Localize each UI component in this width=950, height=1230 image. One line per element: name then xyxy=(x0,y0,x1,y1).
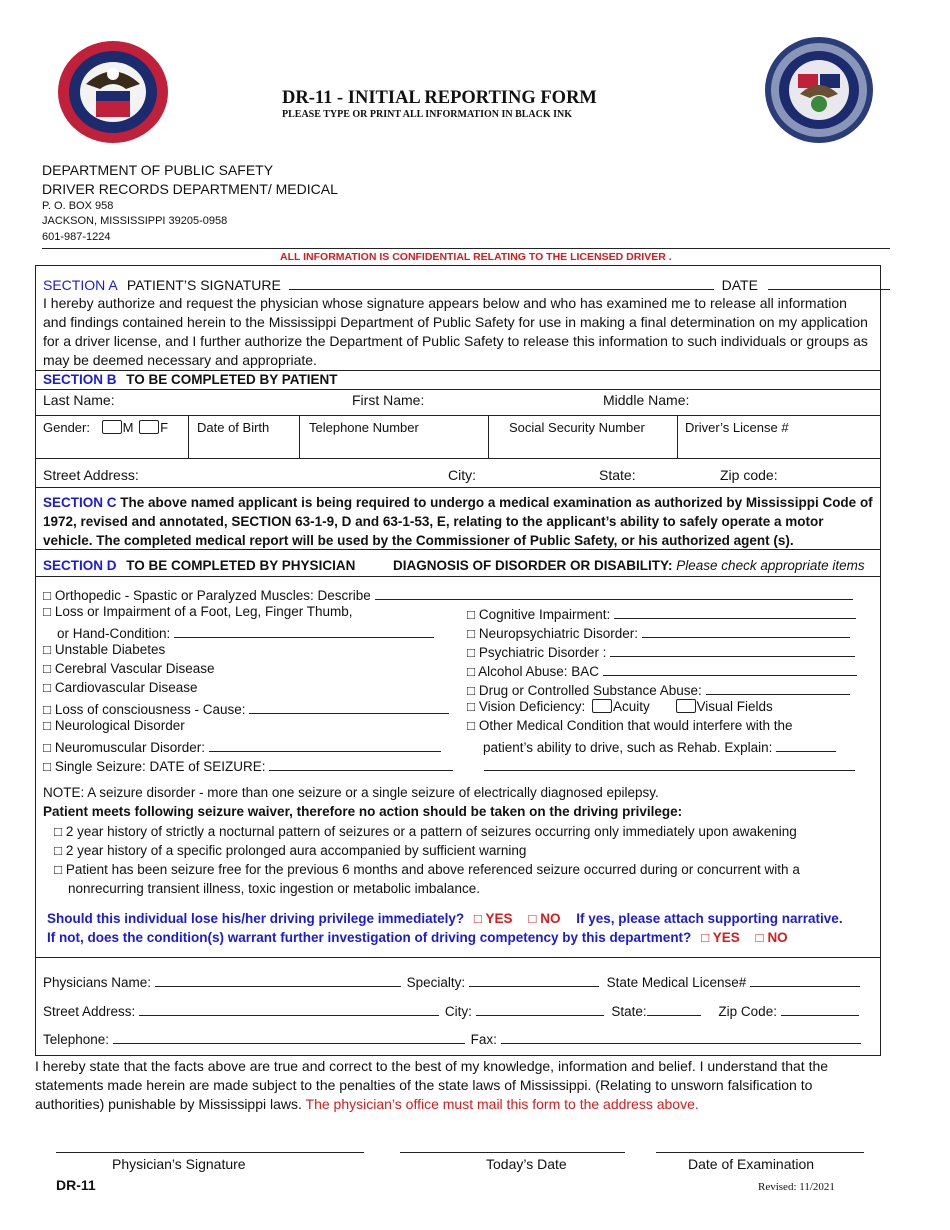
hand-condition-field[interactable] xyxy=(174,623,434,638)
alcohol-field[interactable] xyxy=(603,661,857,676)
rehab-field[interactable] xyxy=(776,737,836,752)
neuropsych-item[interactable]: □ Neuropsychiatric Disorder: xyxy=(467,623,850,641)
physician-street-field[interactable] xyxy=(139,1001,439,1016)
consciousness-field[interactable] xyxy=(249,699,449,714)
patient-signature-field[interactable] xyxy=(289,275,714,290)
q1-yes-option[interactable]: □ YES xyxy=(473,911,513,926)
specialty-field[interactable] xyxy=(469,972,599,987)
visual-fields-checkbox[interactable] xyxy=(676,699,696,713)
alcohol-label: Alcohol Abuse: BAC xyxy=(478,664,599,679)
hand-condition-item[interactable] xyxy=(57,623,434,641)
physician-name-label: Physicians Name: xyxy=(43,975,152,990)
acuity-checkbox[interactable] xyxy=(592,699,612,713)
gender-cell xyxy=(43,420,168,435)
section-b-top xyxy=(35,370,881,371)
rehab-field-2[interactable] xyxy=(484,756,855,771)
cardio-item[interactable]: □ Cardiovascular Disease xyxy=(43,680,198,695)
q2-yes-label: YES xyxy=(712,930,740,945)
other-condition-item[interactable]: □ Other Medical Condition that would interfere with the xyxy=(467,718,793,733)
form-title: DR-11 - INITIAL REPORTING FORM xyxy=(282,88,597,108)
drug-label: Drug or Controlled Substance Abuse: xyxy=(478,683,702,698)
attestation-statement xyxy=(35,1057,883,1114)
drug-field[interactable] xyxy=(706,680,850,695)
waiver-3[interactable]: □ Patient has been seizure free for the previous 6 months and above referenced seizure occurred during or concurrent with a xyxy=(54,862,800,877)
date-label: DATE xyxy=(721,277,758,293)
seizure-item[interactable]: □ Single Seizure: DATE of SEIZURE: xyxy=(43,756,453,774)
section-b-header xyxy=(43,372,338,387)
physician-section-top xyxy=(35,957,881,958)
question-1 xyxy=(47,911,843,926)
waiver-2-label: 2 year history of a specific prolonged aura accompanied by sufficient warning xyxy=(65,843,527,858)
psychiatric-field[interactable] xyxy=(610,642,855,657)
first-name-label[interactable]: First Name: xyxy=(352,392,425,408)
dob-label[interactable]: Date of Birth xyxy=(197,420,270,435)
neurological-label: Neurological Disorder xyxy=(54,718,185,733)
male-label: M xyxy=(122,420,134,435)
neuromuscular-label: Neuromuscular Disorder: xyxy=(54,740,205,755)
female-label: F xyxy=(160,420,169,435)
confidential-notice: ALL INFORMATION IS CONFIDENTIAL RELATING TO THE LICENSED DRIVER . xyxy=(280,251,672,263)
q1-no-option[interactable]: □ NO xyxy=(528,911,561,926)
state-label[interactable]: State: xyxy=(599,467,636,483)
cerebral-label: Cerebral Vascular Disease xyxy=(54,661,215,676)
ortho-item[interactable]: □ Orthopedic - Spastic or Paralyzed Muscles: Describe xyxy=(43,585,853,603)
acuity-label: Acuity xyxy=(612,699,650,714)
female-checkbox[interactable] xyxy=(139,420,159,434)
address-line-5: 601-987-1224 xyxy=(42,231,111,243)
section-b-label: SECTION B xyxy=(43,372,117,387)
q1-yes-label: YES xyxy=(485,911,513,926)
section-b-header-bottom xyxy=(35,389,881,390)
authorization-text: I hereby authorize and request the physician whose signature appears below and who has examined me to release all information and findings contained herein to the Mississippi Department of Public Safety for use in making a final determination on my application for a driver license, and I further authorize the Department of Public Safety to release this information to such individuals or groups as may be deemed necessary and appropriate. xyxy=(43,295,868,368)
cell-divider-1 xyxy=(188,415,189,458)
row-divider-2 xyxy=(35,458,881,459)
section-d-title: TO BE COMPLETED BY PHYSICIAN xyxy=(126,558,356,573)
physician-row-2 xyxy=(43,1001,859,1019)
neurological-item[interactable]: □ Neurological Disorder xyxy=(43,718,185,733)
waiver-2[interactable]: □ 2 year history of a specific prolonged aura accompanied by sufficient warning xyxy=(54,843,527,858)
drug-item[interactable]: □ Drug or Controlled Substance Abuse: xyxy=(467,680,850,698)
attestation-text: I hereby state that the facts above are true and correct to the best of my knowledge, information and belief. I understand that the statements made herein are made subject to the penalties of the state laws of Mississippi. (Relating to unsworn falsification to authorities) punishable by Mississippi laws. xyxy=(35,1058,829,1112)
q2-no-label: NO xyxy=(767,930,788,945)
physician-street-label: Street Address: xyxy=(43,1004,136,1019)
section-c-block xyxy=(43,493,873,550)
address-line-2: DRIVER RECORDS DEPARTMENT/ MEDICAL xyxy=(42,181,338,197)
section-b-title: TO BE COMPLETED BY PATIENT xyxy=(126,372,338,387)
cell-divider-4 xyxy=(677,415,678,458)
rehab-item xyxy=(483,737,836,755)
physician-row-3 xyxy=(43,1029,861,1047)
patient-date-field[interactable] xyxy=(768,275,890,290)
patient-signature-label: PATIENT’S SIGNATURE xyxy=(126,277,281,293)
todays-date-line[interactable] xyxy=(400,1138,625,1153)
foot-leg-label: Loss or Impairment of a Foot, Leg, Finger Thumb, xyxy=(54,604,353,619)
waiver-3-cont-label: nonrecurring transient illness, toxic ingestion or metabolic imbalance. xyxy=(68,881,480,896)
other-condition-label: Other Medical Condition that would interfere with the xyxy=(478,718,793,733)
diabetes-item[interactable]: □ Unstable Diabetes xyxy=(43,642,166,657)
neuropsych-label: Neuropsychiatric Disorder: xyxy=(478,626,638,641)
question-2 xyxy=(47,930,788,945)
cognitive-item[interactable]: □ Cognitive Impairment: xyxy=(467,604,856,622)
neuromuscular-field[interactable] xyxy=(209,737,441,752)
q2-no-option[interactable]: □ NO xyxy=(755,930,788,945)
physician-telephone-field[interactable] xyxy=(113,1029,465,1044)
row-divider-1 xyxy=(35,415,881,416)
driver-service-seal-right xyxy=(764,36,874,144)
physician-signature-label: Physician’s Signature xyxy=(112,1156,246,1172)
waiver-3-cont xyxy=(68,881,480,896)
diagnosis-title: DIAGNOSIS OF DISORDER OR DISABILITY: xyxy=(393,558,673,573)
ortho-field[interactable] xyxy=(375,585,853,600)
male-checkbox[interactable] xyxy=(102,420,122,434)
cell-divider-3 xyxy=(488,415,489,458)
address-line-3: P. O. BOX 958 xyxy=(42,200,114,212)
physician-state-label: State: xyxy=(611,1004,647,1019)
form-subtitle: PLEASE TYPE OR PRINT ALL INFORMATION IN BLACK INK xyxy=(282,109,573,120)
physician-name-field[interactable] xyxy=(155,972,401,987)
ortho-label: Orthopedic - Spastic or Paralyzed Muscles: Describe xyxy=(54,588,371,603)
cerebral-item[interactable]: □ Cerebral Vascular Disease xyxy=(43,661,215,676)
cell-divider-2 xyxy=(299,415,300,458)
cardio-label: Cardiovascular Disease xyxy=(54,680,198,695)
hand-condition-label: or Hand-Condition: xyxy=(57,626,171,641)
header-divider xyxy=(42,248,890,249)
address-line-1: DEPARTMENT OF PUBLIC SAFETY xyxy=(42,162,274,178)
address-line-4: JACKSON, MISSISSIPPI 39205-0958 xyxy=(42,215,228,227)
waiver-1-label: 2 year history of strictly a nocturnal pattern of seizures or a pattern of seizures occurring only immediately upon awakening xyxy=(65,824,797,839)
alcohol-item[interactable]: □ Alcohol Abuse: BAC xyxy=(467,661,857,679)
q2-yes-option[interactable]: □ YES xyxy=(701,930,740,945)
rehab-label: patient’s ability to drive, such as Rehab. Explain: xyxy=(483,740,773,755)
physician-city-label: City: xyxy=(444,1004,472,1019)
section-a-label: SECTION A xyxy=(43,277,117,293)
license-label[interactable]: Driver’s License # xyxy=(685,420,789,435)
question-2-text: If not, does the condition(s) warrant further investigation of driving competency by this department? xyxy=(47,930,692,945)
consciousness-label: Loss of consciousness - Cause: xyxy=(54,702,246,717)
revised-date: Revised: 11/2021 xyxy=(758,1181,835,1193)
waiver-3-label: Patient has been seizure free for the previous 6 months and above referenced seizure occurred during or concurrent with a xyxy=(65,862,800,877)
section-d-label: SECTION D xyxy=(43,558,117,573)
foot-leg-item[interactable]: □ Loss or Impairment of a Foot, Leg, Finger Thumb, xyxy=(43,604,353,619)
psychiatric-item[interactable]: □ Psychiatric Disorder : xyxy=(467,642,855,660)
physician-state-field[interactable] xyxy=(647,1001,701,1016)
section-c-label: SECTION C xyxy=(43,495,117,510)
vision-item[interactable]: □ Vision Deficiency: Acuity Visual Fields xyxy=(467,699,773,714)
diabetes-label: Unstable Diabetes xyxy=(54,642,166,657)
cognitive-field[interactable] xyxy=(614,604,856,619)
mail-instruction: The physician’s office must mail this form to the address above. xyxy=(305,1096,699,1112)
physician-signature-line[interactable] xyxy=(56,1138,364,1153)
exam-date-label: Date of Examination xyxy=(688,1156,815,1172)
physician-zip-field[interactable] xyxy=(781,1001,859,1016)
section-c-top xyxy=(35,487,881,488)
waiver-title: Patient meets following seizure waiver, therefore no action should be taken on the driving privilege: xyxy=(43,804,683,819)
telephone-label[interactable]: Telephone Number xyxy=(309,420,419,435)
diagnosis-note: Please check appropriate items xyxy=(676,558,865,573)
physician-fax-field[interactable] xyxy=(501,1029,861,1044)
zip-label[interactable]: Zip code: xyxy=(720,467,778,483)
waiver-1[interactable]: □ 2 year history of strictly a nocturnal pattern of seizures or a pattern of seizures occurring only immediately upon awakening xyxy=(54,824,797,839)
physician-zip-label: Zip Code: xyxy=(718,1004,777,1019)
medical-license-field[interactable] xyxy=(750,972,860,987)
city-label[interactable]: City: xyxy=(448,467,476,483)
diagnosis-header xyxy=(393,558,865,573)
physician-fax-label: Fax: xyxy=(470,1032,497,1047)
gender-label: Gender: xyxy=(43,420,90,435)
neuropsych-field[interactable] xyxy=(642,623,850,638)
q1-no-label: NO xyxy=(540,911,561,926)
section-d-top xyxy=(35,549,881,550)
seizure-note: NOTE: A seizure disorder - more than one seizure or a single seizure of electrically diagnosed epilepsy. xyxy=(43,785,659,800)
dps-seal-left xyxy=(56,39,170,145)
psychiatric-label: Psychiatric Disorder : xyxy=(478,645,607,660)
seizure-date-field[interactable] xyxy=(269,756,453,771)
physician-telephone-label: Telephone: xyxy=(43,1032,110,1047)
middle-name-label[interactable]: Middle Name: xyxy=(603,392,690,408)
medical-license-label: State Medical License# xyxy=(606,975,747,990)
ssn-label[interactable]: Social Security Number xyxy=(509,420,645,435)
vision-label: Vision Deficiency: xyxy=(478,699,586,714)
section-c-text: The above named applicant is being required to undergo a medical examination as authorized by Mississippi Code of 1972, revised and annotated, SECTION 63-1-9, D and 63-1-53, E, relating to the applicant’s ability to safely operate a motor vehicle. The completed medical report will be used by the Commissioner of Public Safety, or his authorized agent (s). xyxy=(43,495,873,548)
visual-fields-label: Visual Fields xyxy=(696,699,773,714)
consciousness-item[interactable]: □ Loss of consciousness - Cause: xyxy=(43,699,449,717)
section-a-header xyxy=(43,275,890,293)
todays-date-label: Today’s Date xyxy=(486,1156,567,1172)
question-1-note: If yes, please attach supporting narrative. xyxy=(576,911,843,926)
neuromuscular-item[interactable]: □ Neuromuscular Disorder: xyxy=(43,737,441,755)
seizure-label: Single Seizure: DATE of SEIZURE: xyxy=(54,759,266,774)
form-id: DR-11 xyxy=(56,1177,96,1193)
section-d-header xyxy=(43,558,355,573)
section-d-header-bottom xyxy=(35,576,881,577)
specialty-label: Specialty: xyxy=(406,975,466,990)
physician-row-1 xyxy=(43,972,860,990)
exam-date-line[interactable] xyxy=(656,1138,864,1153)
physician-city-field[interactable] xyxy=(476,1001,604,1016)
question-1-text: Should this individual lose his/her driving privilege immediately? xyxy=(47,911,465,926)
street-label[interactable]: Street Address: xyxy=(43,467,139,483)
last-name-label[interactable]: Last Name: xyxy=(43,392,115,408)
cognitive-label: Cognitive Impairment: xyxy=(478,607,611,622)
